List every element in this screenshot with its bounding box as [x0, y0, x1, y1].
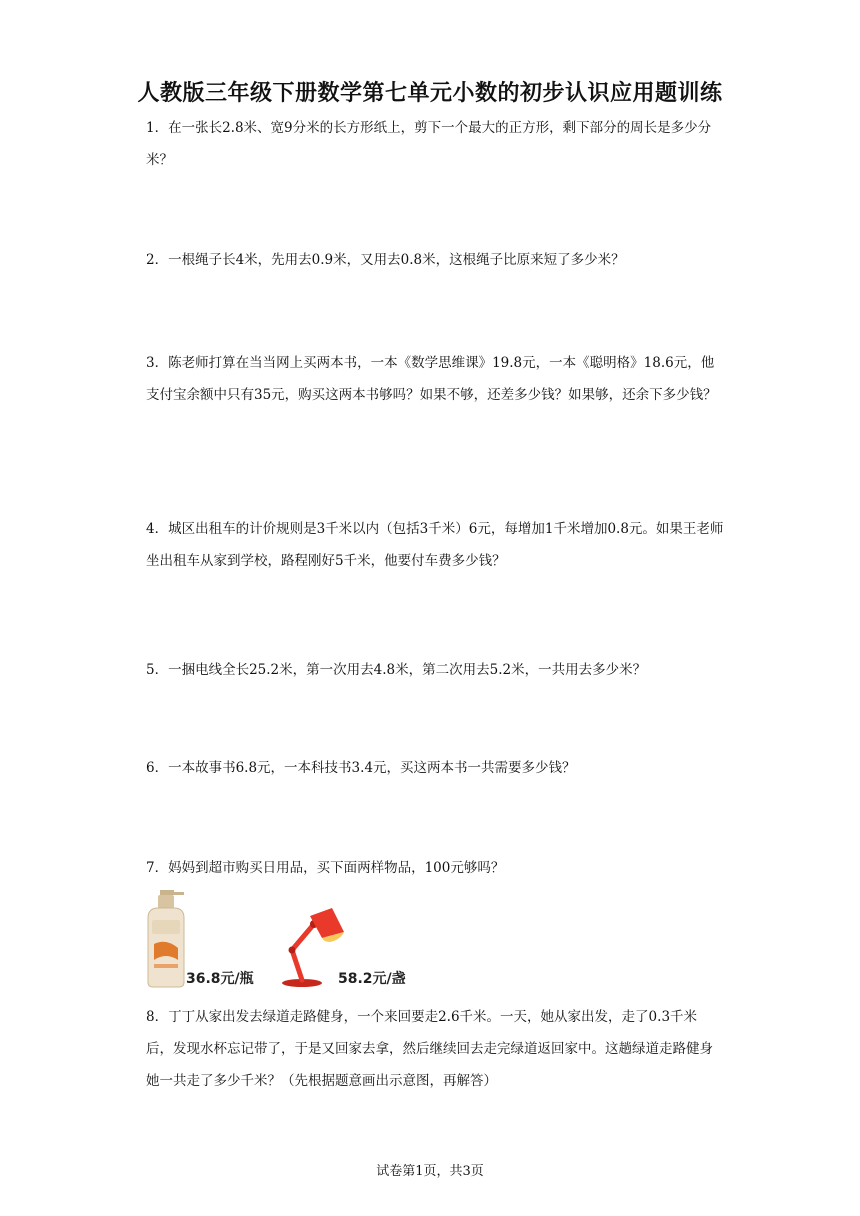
question-3: 3．陈老师打算在当当网上买两本书，一本《数学思维课》19.8元，一本《聪明格》18.6元，他支付宝余额中只有35元，购买这两本书够吗？如果不够，还差多少钱？如果够，还余下多少钱？: [146, 355, 717, 403]
price-lotion: 36.8元/瓶: [186, 971, 254, 987]
price-lamp: 58.2元/盏: [338, 971, 406, 987]
question-1: 1．在一张长2.8米、宽9分米的长方形纸上，剪下一个最大的正方形，剩下部分的周长是多少分米？: [146, 120, 712, 168]
lotion-bottle-icon: [140, 888, 190, 992]
question-8: 8．丁丁从家出发去绿道走路健身，一个来回要走2.6千米。一天，她从家出发，走了0.3千米后，发现水杯忘记带了，于是又回家去拿，然后继续回去走完绿道返回家中。这趟绿道走路健身她一共走了多少千米？（先根据题意画出示意图，再解答）: [146, 1009, 713, 1089]
page-footer: 试卷第1页，共3页: [376, 1164, 484, 1179]
product-images: [140, 888, 440, 992]
question-7: 7．妈妈到超市购买日用品，买下面两样物品，100元够吗？: [146, 860, 505, 876]
question-6: 6．一本故事书6.8元，一本科技书3.4元，买这两本书一共需要多少钱？: [146, 760, 576, 776]
page-title: 人教版三年级下册数学第七单元小数的初步认识应用题训练: [137, 81, 723, 106]
question-2: 2．一根绳子长4米，先用去0.9米，又用去0.8米，这根绳子比原来短了多少米？: [146, 252, 625, 268]
question-5: 5．一捆电线全长25.2米，第一次用去4.8米，第二次用去5.2米，一共用去多少米？: [146, 662, 647, 678]
desk-lamp-icon: [280, 906, 346, 992]
question-4: 4．城区出租车的计价规则是3千米以内（包括3千米）6元，每增加1千米增加0.8元。如果王老师坐出租车从家到学校，路程刚好5千米，他要付车费多少钱？: [146, 521, 724, 569]
